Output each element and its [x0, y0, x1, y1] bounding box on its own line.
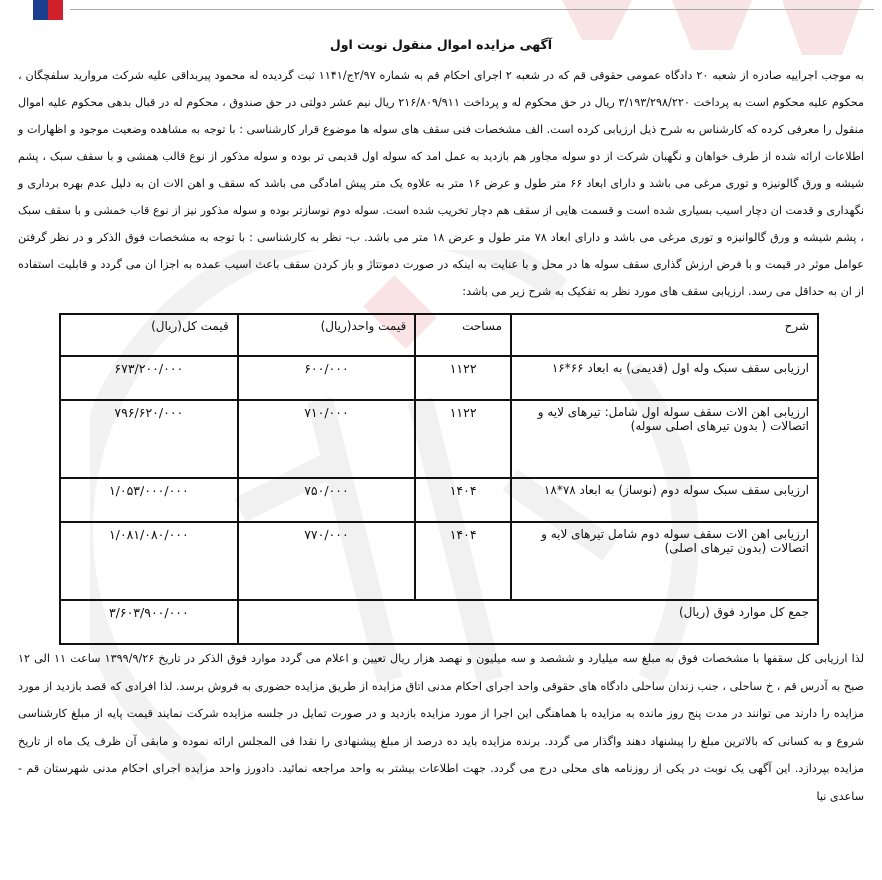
table-sum-row	[60, 600, 818, 644]
row-unit-price: ۷۷۰/۰۰۰	[238, 522, 416, 600]
row-unit-price: ۷۱۰/۰۰۰	[238, 400, 416, 478]
row-total-price: ۷۹۶/۶۲۰/۰۰۰	[60, 400, 238, 478]
row-desc: ارزیابی اهن الات سقف سوله اول شامل: تیرهای لایه و اتصالات ( بدون تیرهای اصلی سوله)	[511, 400, 818, 478]
table-row	[60, 356, 818, 400]
header-area: مساحت	[415, 314, 511, 356]
row-area: ۱۴۰۴	[415, 522, 511, 600]
row-desc: ارزیابی سقف سبک سوله دوم (نوساز) به ابعاد ۷۸*۱۸	[511, 478, 818, 522]
row-total-price: ۶۷۳/۲۰۰/۰۰۰	[60, 356, 238, 400]
header-desc: شرح	[511, 314, 818, 356]
valuation-table	[59, 313, 819, 645]
row-area: ۱۱۲۲	[415, 356, 511, 400]
row-desc: ارزیابی اهن الات سقف سوله دوم شامل تیرهای لایه و اتصالات (بدون تیرهای اصلی)	[511, 522, 818, 600]
row-area: ۱۴۰۴	[415, 478, 511, 522]
notice-intro: به موجب اجراییه صادره از شعبه ۲۰ دادگاه عمومی حقوقی قم که در شعبه ۲ اجرای احکام قم به شماره ۲/۹۷ج/۱۱۴۱ ثبت گردیده له محمود پیربداقی علیه شرکت مروارید سلفچگان ، محکوم علیه محکوم است به پرداخت ۳/۱۹۳/۲۹۸/۲۲۰ ریال در حق محکوم له و پرداخت ۲۱۶/۸۰۹/۹۱۱ ریال نیم عشر دولتی در حق صندوق ، محکوم له در قبال بدهی محکوم علیه اموال منقول را معرفی کرده که کارشناس به شرح ذیل ارزیابی کرده است. الف مشخصات فنی سقف های سوله ها موضوع قرار کارشناسی : با توجه به مشاهده وضعیت موجود و اظهارات و اطلاعات ارائه شده از طرف خواهان و نگهبان شرکت از دو سوله مجاور هم بازدید به عمل امد که سوله اول قدیمی تر بوده و سوله مذکور از نوع قالب همشی و با سقف سبک ، پشم شیشه و ورق گالونیزه و توری مرغی می باشد و دارای ابعاد ۶۶ متر طول و عرض ۱۶ متر به علاوه یک متر پیش امادگی می باشد که سقف و اهن الات ان به دلیل عدم بهره برداری و نگهداری و قدمت ان دچار اسیب بسیاری شده است و قسمت هایی از سقف هم دچار تخریب شده است. سوله دوم نوسازتر بوده و سوله مذکور نیز از نوع قاب خمشی و با سقف سبک ، پشم شیشه و ورق گالوانیزه و توری مرغی می باشد و دارای ابعاد ۷۸ متر طول و عرض ۱۸ متر می باشد. ب- نظر به کارشناسی : با توجه به مشخصات فوق الذکر و در نظر گرفتن عوامل موثر در قیمت و با فرض ارزش گذاری سقف سوله ها در محل و با عنایت به اینکه در صورت دمونتاژ و باز کردن سقف باعث اسیب عمده به اجزا ان می گردد و قابلیت استفاده از ان به حداقل می رسد. ارزیابی سقف های مورد نظر به تفکیک به شرح زیر می باشد:	[18, 69, 865, 298]
row-desc: ارزیابی سقف سبک وله اول (قدیمی) به ابعاد ۶۶*۱۶	[511, 356, 818, 400]
header-total-price: قیمت کل(ریال)	[60, 314, 238, 356]
notice-title: آگهی مزایده اموال منقول نوبت اول	[329, 37, 553, 52]
row-total-price: ۱/۰۵۳/۰۰۰/۰۰۰	[60, 478, 238, 522]
row-area: ۱۱۲۲	[415, 400, 511, 478]
row-total-price: ۱/۰۸۱/۰۸۰/۰۰۰	[60, 522, 238, 600]
row-unit-price: ۷۵۰/۰۰۰	[238, 478, 416, 522]
page-header	[0, 0, 882, 22]
header-unit-price: قیمت واحد(ریال)	[238, 314, 416, 356]
row-unit-price: ۶۰۰/۰۰۰	[238, 356, 416, 400]
notice-body	[18, 34, 864, 810]
notice-closing: لذا ارزیابی کل سقفها با مشخصات فوق به مبلغ سه میلیارد و ششصد و سه میلیون و نهصد هزار ریال تعیین و اعلام می گردد موارد فوق الذکر در تاریخ ۱۳۹۹/۹/۲۶ ساعت ۱۱ الی ۱۲ صبح به آدرس قم ، خ ساحلی ، جنب زندان ساحلی دادگاه های حقوقی واحد اجرای احکام مدنی اتاق مزایده از طریق مزایده حضوری به فروش برسد. لذا افرادی که قصد بازدید از مورد مزایده را دارند می توانند در مدت پنج روز مانده به مزایده با هماهنگی این اجرا از مورد مزایده بازدید و در صورت تمایل در جلسه مزایده شرکت نمایند قیمت پایه از مبلغ کارشناسی شروع و به کسانی که بالاترین مبلغ را پیشنهاد دهند واگذار می گردد. برنده مزایده باید ده درصد از مبلغ پیشنهادی را نقدا فی المجلس ارائه نموده و مابقی آن ظرف یک ماه از تاریخ مزایده بپردازد. این آگهی یک نوبت در یکی از روزنامه های محلی درج می گردد. جهت اطلاعات بیشتر به واحد مراجعه نمائید. دادورز واحد مزایده اجرای احکام مدنی شهرستان قم - ساعدی نیا	[18, 652, 864, 803]
table-row	[60, 400, 818, 478]
header-divider	[70, 9, 874, 10]
sum-value: ۳/۶۰۳/۹۰۰/۰۰۰	[60, 600, 238, 644]
sum-label: جمع کل موارد فوق (ریال)	[238, 600, 818, 644]
table-header-row	[60, 314, 818, 356]
flag-icon	[33, 0, 63, 20]
table-row	[60, 522, 818, 600]
table-row	[60, 478, 818, 522]
